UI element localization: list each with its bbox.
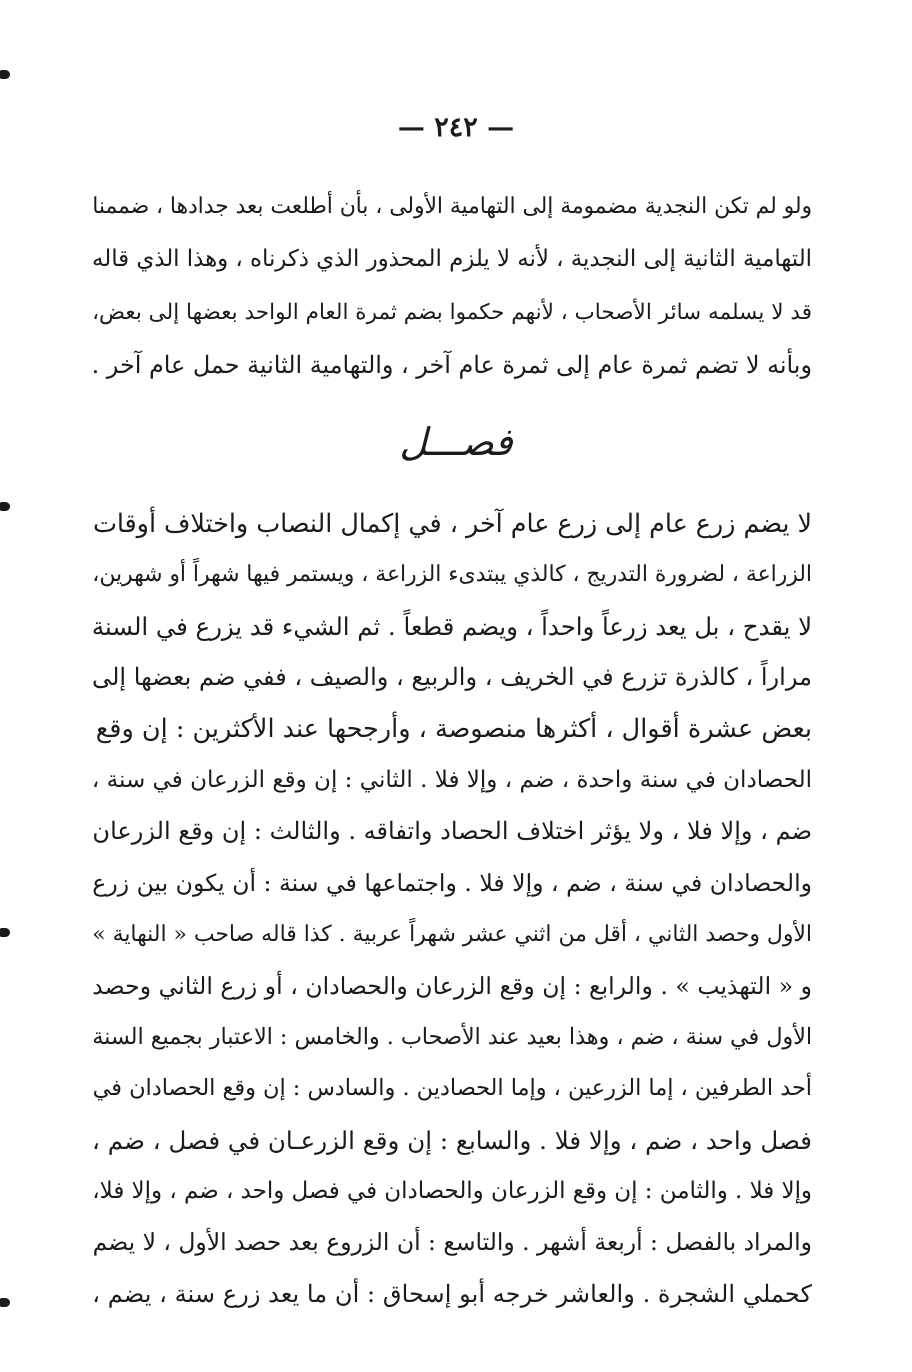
page-number: — ٢٤٢ — [397, 112, 515, 143]
text-line: وبأنه لا تضم ثمرة عام إلى ثمرة عام آخر ، والتهامية الثانية حمل عام آخر . [92, 351, 812, 379]
text-line: الزراعة ، لضرورة التدريج ، كالذي يبتدىء الزراعة ، ويستمر فيها شهراً أو شهرين، [92, 562, 812, 588]
text-line: والمراد بالفصل : أربعة أشهر . والتاسع : أن الزروع بعد حصد الأول ، لا يضم [92, 1228, 812, 1257]
text-line: كحملي الشجرة . والعاشر خرجه أبو إسحاق : أن ما يعد زرع سنة ، يضم ، [92, 1279, 812, 1308]
binding-mark [0, 928, 10, 937]
binding-mark [0, 502, 10, 511]
text-line: الحصادان في سنة واحدة ، ضم ، وإلا فلا . الثاني : إن وقع الزرعان في سنة ، [92, 766, 812, 793]
section-body [92, 498, 812, 1320]
text-line: الأول في سنة ، ضم ، وهذا بعيد عند الأصحاب . والخامس : الاعتبار بجميع السنة [92, 1023, 812, 1050]
text-line: ضم ، وإلا فلا ، ولا يؤثر اختلاف الحصاد واتفاقه . والثالث : إن وقع الزرعان [92, 817, 812, 846]
text-line: بعض عشرة أقوال ، أكثرها منصوصة ، وأرجحها عند الأكثرين : إن وقع [95, 713, 812, 744]
paragraph-continuation [92, 180, 812, 392]
binding-mark [0, 1298, 10, 1307]
text-line: والحصادان في سنة ، ضم ، وإلا فلا . واجتماعها في سنة : أن يكون بين زرع [92, 868, 812, 897]
section-heading: فصـــل [399, 420, 513, 464]
text-line: قد لا يسلمه سائر الأصحاب ، لأنهم حكموا بضم ثمرة العام الواحد بعضها إلى بعض، [92, 300, 812, 325]
text-line: وإلا فلا . والثامن : إن وقع الزرعان والحصادان في فصل واحد ، ضم ، وإلا فلا، [92, 1178, 812, 1205]
text-line: الأول وحصد الثاني ، أقل من اثني عشر شهراً عربية . كذا قاله صاحب « النهاية » [92, 922, 812, 948]
binding-mark [0, 70, 10, 79]
text-line: ولو لم تكن النجدية مضمومة إلى التهامية الأولى ، بأن أطلعت بعد جدادها ، ضممنا [92, 194, 812, 219]
text-line: مراراً ، كالذرة تزرع في الخريف ، والربيع ، والصيف ، ففي ضم بعضها إلى [92, 663, 812, 692]
text-line: لا يضم زرع عام إلى زرع عام آخر ، في إكمال النصاب واختلاف أوقات [92, 508, 812, 538]
text-line: لا يقدح ، بل يعد زرعاً واحداً ، ويضم قطعاً . ثم الشيء قد يزرع في السنة [92, 611, 812, 641]
text-line: أحد الطرفين ، إما الزرعين ، وإما الحصادين . والسادس : إن وقع الحصادان في [92, 1075, 812, 1102]
text-line: و « التهذيب » . والرابع : إن وقع الزرعان والحصادان ، أو زرع الثاني وحصد [92, 971, 812, 1000]
text-line: التهامية الثانية إلى النجدية ، لأنه لا يلزم المحذور الذي ذكرناه ، وهذا الذي قاله [92, 246, 812, 272]
text-line: فصل واحد ، ضم ، وإلا فلا . والسابع : إن وقع الزرعـان في فصل ، ضم ، [92, 1125, 812, 1155]
